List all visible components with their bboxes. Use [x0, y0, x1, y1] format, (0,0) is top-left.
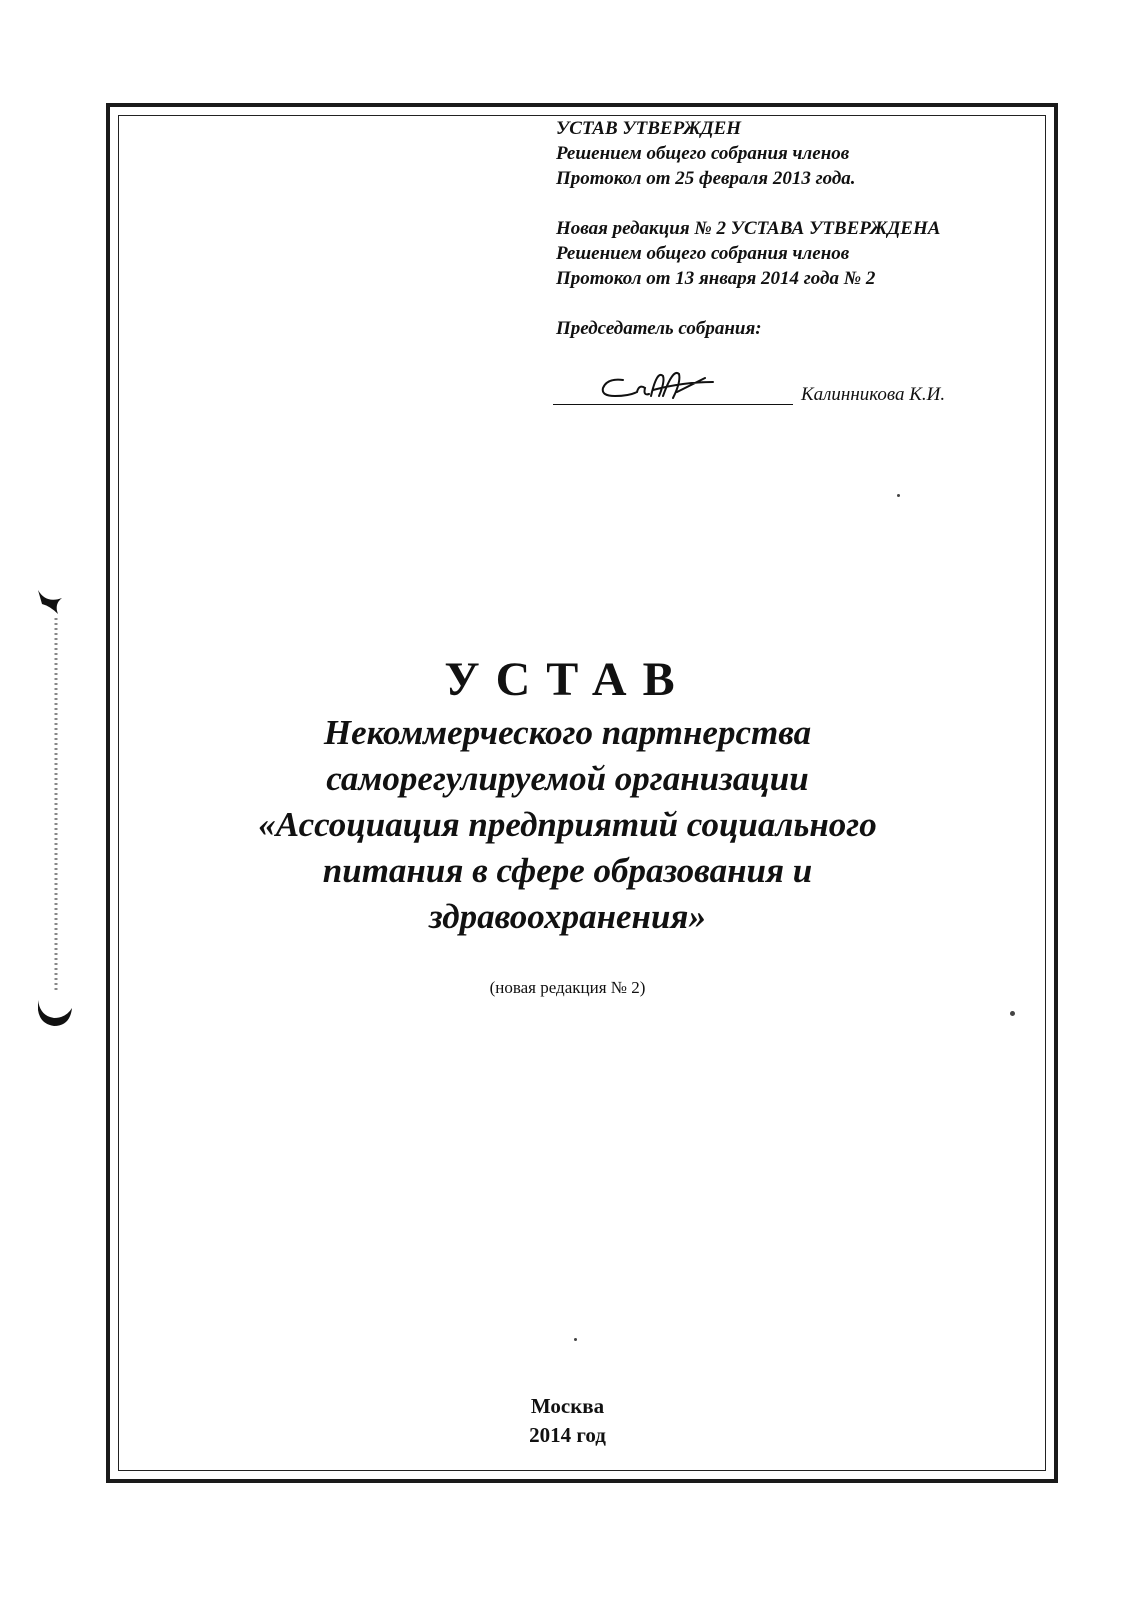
scan-speck — [897, 494, 900, 497]
document-title: УСТАВ — [444, 653, 691, 706]
edition-note: (новая редакция № 2) — [489, 978, 646, 997]
year: 2014 год — [529, 1423, 606, 1447]
signer-name: Калинникова К.И. — [801, 384, 946, 405]
scan-speck — [1010, 1011, 1015, 1016]
subtitle-line-4: питания в сфере образования и — [322, 851, 813, 890]
subtitle-line-3: «Ассоциация предприятий социального — [258, 805, 877, 844]
handwritten-signature — [593, 366, 723, 408]
signature-line — [553, 404, 793, 405]
approval-decision: Решением общего собрания членов — [556, 143, 850, 164]
subtitle-line-1: Некоммерческого партнерства — [323, 713, 812, 752]
scan-speck — [574, 1338, 577, 1341]
subtitle-line-5: здравоохранения» — [429, 897, 706, 936]
approval-heading: УСТАВ УТВЕРЖДЕН — [556, 118, 742, 139]
new-edition-heading: Новая редакция № 2 УСТАВА УТВЕРЖДЕНА — [556, 218, 941, 239]
city: Москва — [530, 1394, 605, 1418]
new-edition-decision: Решением общего собрания членов — [556, 243, 850, 264]
subtitle-line-2: саморегулируемой организации — [326, 759, 809, 798]
signature-row — [553, 370, 973, 410]
chairman-label: Председатель собрания: — [556, 318, 762, 339]
organization-name — [0, 710, 1135, 940]
footer — [0, 1392, 1135, 1450]
approval-block — [556, 116, 940, 341]
new-edition-protocol: Протокол от 13 января 2014 года № 2 — [556, 268, 876, 289]
approval-protocol: Протокол от 25 февраля 2013 года. — [556, 168, 856, 189]
